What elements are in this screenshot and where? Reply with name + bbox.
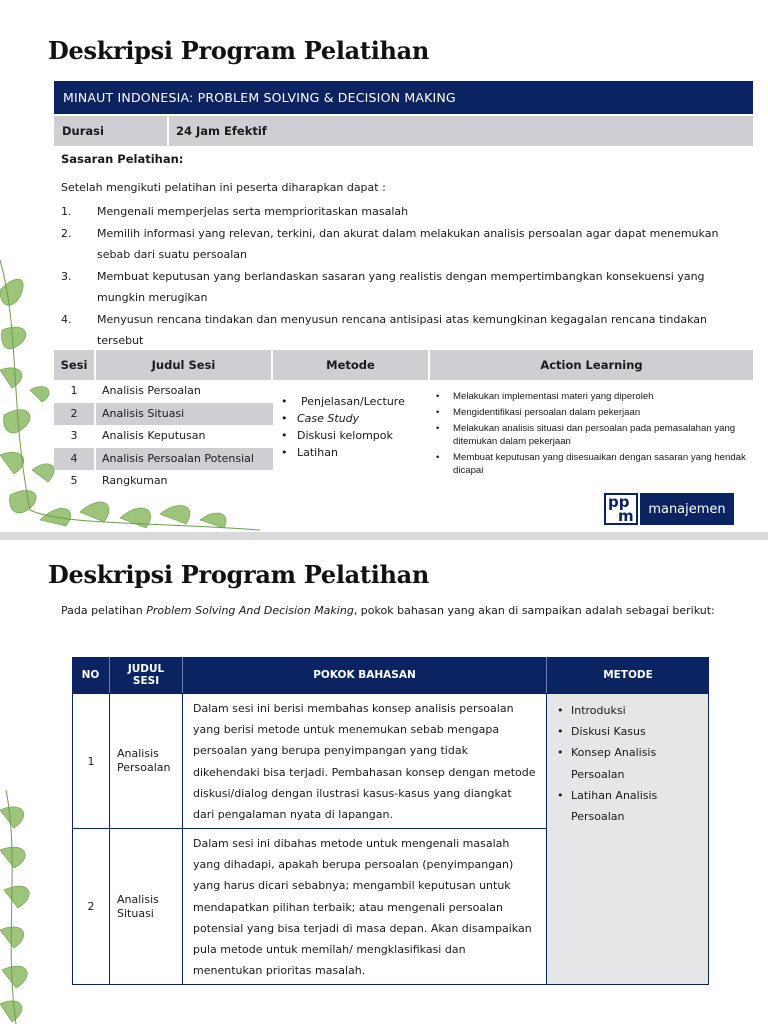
sasaran-heading: Sasaran Pelatihan: — [61, 152, 184, 166]
table-row: 5 Rangkuman — [54, 470, 273, 493]
divider — [167, 116, 169, 146]
logo-text: manajemen — [640, 493, 734, 525]
sasaran-intro: Setelah mengikuti pelatihan ini peserta diharapkan dapat : — [61, 181, 386, 194]
program-title-bar: MINAUT INDONESIA: PROBLEM SOLVING & DECISION MAKING — [54, 81, 753, 114]
list-item: 1. Mengenali memperjelas serta memprioritaskan masalah — [61, 205, 409, 218]
list-item: • Latihan Analisis Persoalan — [557, 785, 698, 827]
cell-pokok: Dalam sesi ini berisi membahas konsep analisis persoalan yang berisi metode untuk menemukan sebab mengapa persoalan yang berupa penyimpangan yang tidak dikehendaki bisa terjadi. Pembahasan konsep dengan metode diskusi/dialog dengan ilustrasi kasus-kasus yang diangkat dari pengalaman nyata di lapangan. — [182, 693, 547, 829]
table-row: 1 Analisis Persoalan — [54, 380, 273, 403]
list-item: 4. Menyusun rencana tindakan dan menyusun rencana antisipasi atas kemungkinan kegagalan rencana tindakan tersebut — [61, 312, 707, 347]
cell-no: 2 — [72, 828, 110, 985]
header-no: NO — [72, 657, 109, 693]
goals-list — [61, 201, 751, 352]
header-pokok-bahasan: POKOK BAHASAN — [183, 657, 546, 693]
page-title-2: Deskripsi Program Pelatihan — [48, 560, 430, 589]
list-item: • Konsep Analisis Persoalan — [557, 742, 698, 784]
list-item: • Membuat keputusan yang disesuaikan dengan sasaran yang hendak dicapai — [436, 451, 750, 477]
sesi-table-header — [54, 350, 753, 380]
header-action-learning: Action Learning — [540, 358, 643, 372]
header-sesi: Sesi — [60, 358, 88, 372]
metode-list — [547, 694, 708, 833]
list-item: • Diskusi kelompok — [281, 427, 405, 444]
table-row: 2 Analisis Situasi — [54, 403, 273, 426]
cell-judul: Analisis Situasi — [109, 828, 183, 985]
duration-row — [54, 116, 753, 146]
metode-list — [281, 393, 405, 461]
cell-no: 1 — [72, 693, 110, 829]
sesi-rows — [54, 380, 273, 493]
cell-pokok: Dalam sesi ini dibahas metode untuk mengenali masalah yang dihadapi, apakah berupa persoalan (penyimpangan) yang harus dicari sebabnya; mengambil keputusan untuk mendapatkan pilihan terbaik; atau mengenali persoalan potensial yang bisa terjadi di masa depan. Akan disampaikan pula metode untuk memilah/ mengklasifikasi dan menentukan prioritas masalah. — [182, 828, 547, 985]
list-item: • Mengidentifikasi persoalan dalam pekerjaan — [436, 406, 750, 419]
header-judul-sesi: Judul Sesi — [151, 358, 216, 372]
cell-judul: Analisis Persoalan — [109, 693, 183, 829]
header-judul-sesi: JUDUL SESI — [110, 657, 182, 693]
duration-value: 24 Jam Efektif — [176, 124, 267, 138]
list-item: • Case Study — [281, 410, 405, 427]
table-row: 3 Analisis Keputusan — [54, 425, 273, 448]
page-title: Deskripsi Program Pelatihan — [48, 36, 430, 65]
header-metode: Metode — [326, 358, 375, 372]
list-item: • Diskusi Kasus — [557, 721, 698, 742]
ppm-mark: pp m — [604, 493, 638, 525]
pokok-bahasan-table — [72, 657, 709, 985]
ppm-logo-icon — [604, 493, 734, 525]
table-row: 4 Analisis Persoalan Potensial — [54, 448, 273, 471]
cell-metode — [546, 693, 709, 985]
program-description: Pada pelatihan Problem Solving And Decision Making, pokok bahasan yang akan di sampaikan adalah sebagai berikut: — [61, 604, 715, 617]
header-metode: METODE — [547, 657, 709, 693]
list-item: • Penjelasan/Lecture — [281, 393, 405, 410]
list-item: • Introduksi — [557, 700, 698, 721]
list-item: • Melakukan implementasi materi yang diperoleh — [436, 390, 750, 403]
list-item: • Melakukan analisis situasi dan persoalan pada pemasalahan yang ditemukan dalam pekerjaan — [436, 422, 750, 448]
leaf-decoration-icon — [0, 790, 60, 1024]
slide-separator — [0, 532, 768, 540]
list-item: • Latihan — [281, 444, 405, 461]
list-item: 3. Membuat keputusan yang berlandaskan sasaran yang realistis dengan mempertimbangkan konsekuensi yang mungkin merugikan — [61, 269, 705, 304]
duration-label: Durasi — [62, 124, 104, 138]
action-learning-list — [436, 390, 750, 480]
list-item: 2. Memilih informasi yang relevan, terkini, dan akurat dalam melakukan analisis persoalan agar dapat menemukan sebab dari suatu persoalan — [61, 226, 719, 261]
